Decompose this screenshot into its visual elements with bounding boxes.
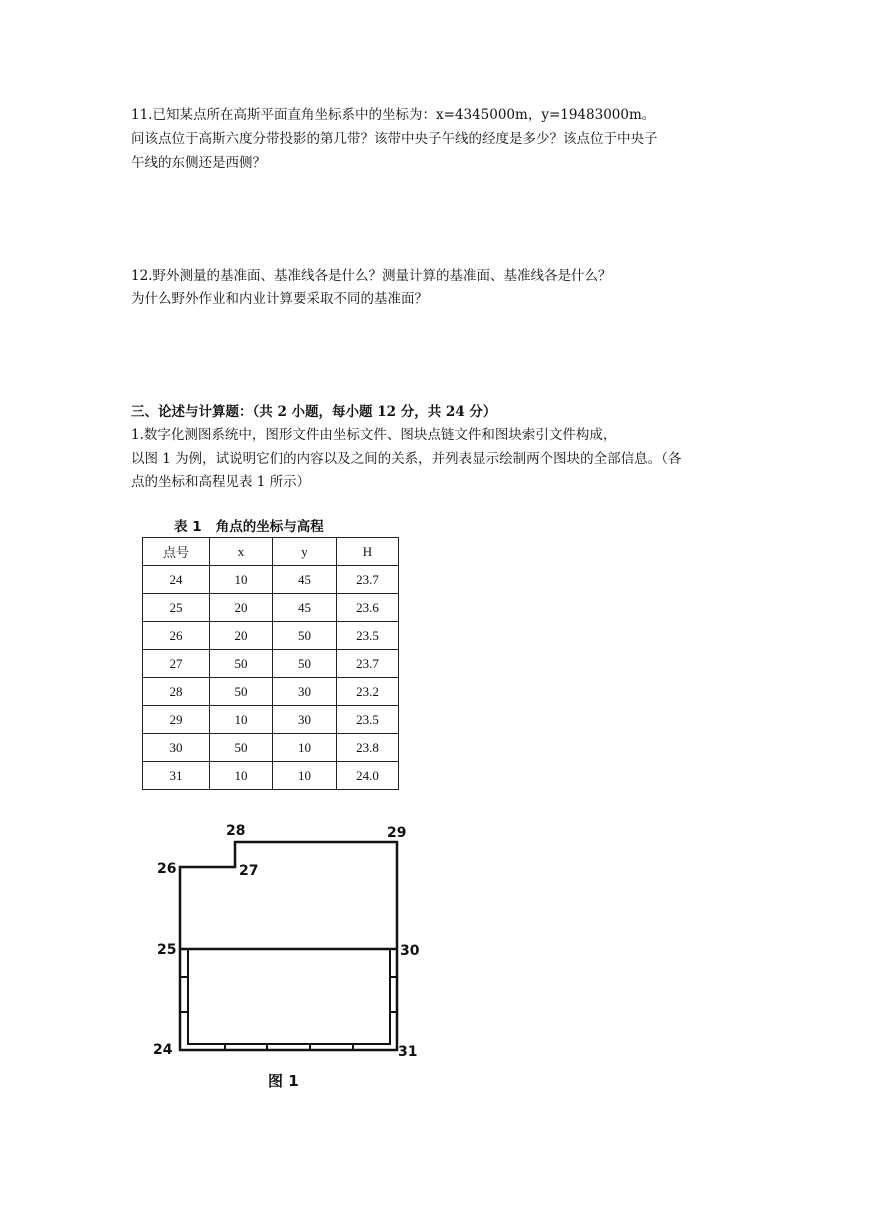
table-cell: 25 (143, 594, 210, 622)
table-cell: 20 (210, 622, 273, 650)
lower-block-inner (188, 949, 390, 1044)
table-cell: 29 (143, 706, 210, 734)
table-cell: 50 (210, 734, 273, 762)
q12-line-1: 12.野外测量的基准面、基准线各是什么？测量计算的基准面、基准线各是什么？ (131, 268, 612, 284)
table-cell: 10 (210, 762, 273, 790)
point-label-25: 25 (157, 942, 177, 958)
table-cell: 27 (143, 650, 210, 678)
table-cell: 23.2 (337, 678, 399, 706)
point-label-26: 26 (157, 861, 177, 877)
table-header-cell: x (210, 538, 273, 566)
point-label-30: 30 (400, 943, 420, 959)
table-cell: 31 (143, 762, 210, 790)
s3-q1-line-3: 点的坐标和高程见表 1 所示） (131, 474, 311, 490)
table-header-cell: 点号 (143, 538, 210, 566)
table-cell: 23.5 (337, 706, 399, 734)
table-cell: 30 (273, 706, 337, 734)
corner-point-table (142, 537, 399, 790)
point-label-24: 24 (153, 1042, 173, 1058)
table-caption: 表 1 角点的坐标与高程 (174, 519, 324, 535)
table-row (143, 566, 399, 594)
table-cell: 23.7 (337, 650, 399, 678)
table-row (143, 762, 399, 790)
table-cell: 26 (143, 622, 210, 650)
table-cell: 20 (210, 594, 273, 622)
q11-line-1: 11.已知某点所在高斯平面直角坐标系中的坐标为：x=4345000m，y=19483000m。 (131, 107, 656, 123)
table-header-cell: y (273, 538, 337, 566)
point-label-27: 27 (239, 863, 259, 879)
table-cell: 24.0 (337, 762, 399, 790)
point-label-31: 31 (398, 1044, 418, 1060)
table-cell: 50 (210, 650, 273, 678)
s3-q1-line-2: 以图 1 为例，试说明它们的内容以及之间的关系，并列表显示绘制两个图块的全部信息。（各 (131, 451, 682, 467)
upper-block-outline (180, 842, 397, 949)
q11-line-2: 问该点位于高斯六度分带投影的第几带？该带中央子午线的经度是多少？该点位于中央子 (131, 131, 658, 147)
table-header-row (143, 538, 399, 566)
section3-heading: 三、论述与计算题：（共 2 小题，每小题 12 分，共 24 分） (131, 404, 497, 420)
table-cell: 24 (143, 566, 210, 594)
table-row (143, 650, 399, 678)
figure-1-diagram (145, 812, 435, 1097)
table-cell: 23.5 (337, 622, 399, 650)
table-cell: 50 (210, 678, 273, 706)
s3-q1-line-1: 1.数字化测图系统中，图形文件由坐标文件、图块点链文件和图块索引文件构成， (131, 427, 617, 443)
q11-line-3: 午线的东侧还是西侧？ (131, 155, 266, 171)
figure-caption: 图 1 (268, 1072, 299, 1090)
point-label-28: 28 (226, 823, 246, 839)
table-cell: 30 (143, 734, 210, 762)
table-header-cell: H (337, 538, 399, 566)
table-row (143, 734, 399, 762)
table-cell: 30 (273, 678, 337, 706)
table-cell: 28 (143, 678, 210, 706)
table-cell: 10 (210, 566, 273, 594)
table-cell: 45 (273, 566, 337, 594)
table-cell: 23.7 (337, 566, 399, 594)
table-cell: 23.6 (337, 594, 399, 622)
table-cell: 50 (273, 622, 337, 650)
table-cell: 10 (273, 762, 337, 790)
table-row (143, 678, 399, 706)
table-cell: 23.8 (337, 734, 399, 762)
lower-block-outer (180, 949, 397, 1050)
table-row (143, 594, 399, 622)
table-cell: 10 (273, 734, 337, 762)
point-label-29: 29 (387, 825, 407, 841)
q12-line-2: 为什么野外作业和内业计算要采取不同的基准面？ (131, 291, 428, 307)
table-row (143, 706, 399, 734)
table-cell: 50 (273, 650, 337, 678)
table-row (143, 622, 399, 650)
table-cell: 45 (273, 594, 337, 622)
table-cell: 10 (210, 706, 273, 734)
